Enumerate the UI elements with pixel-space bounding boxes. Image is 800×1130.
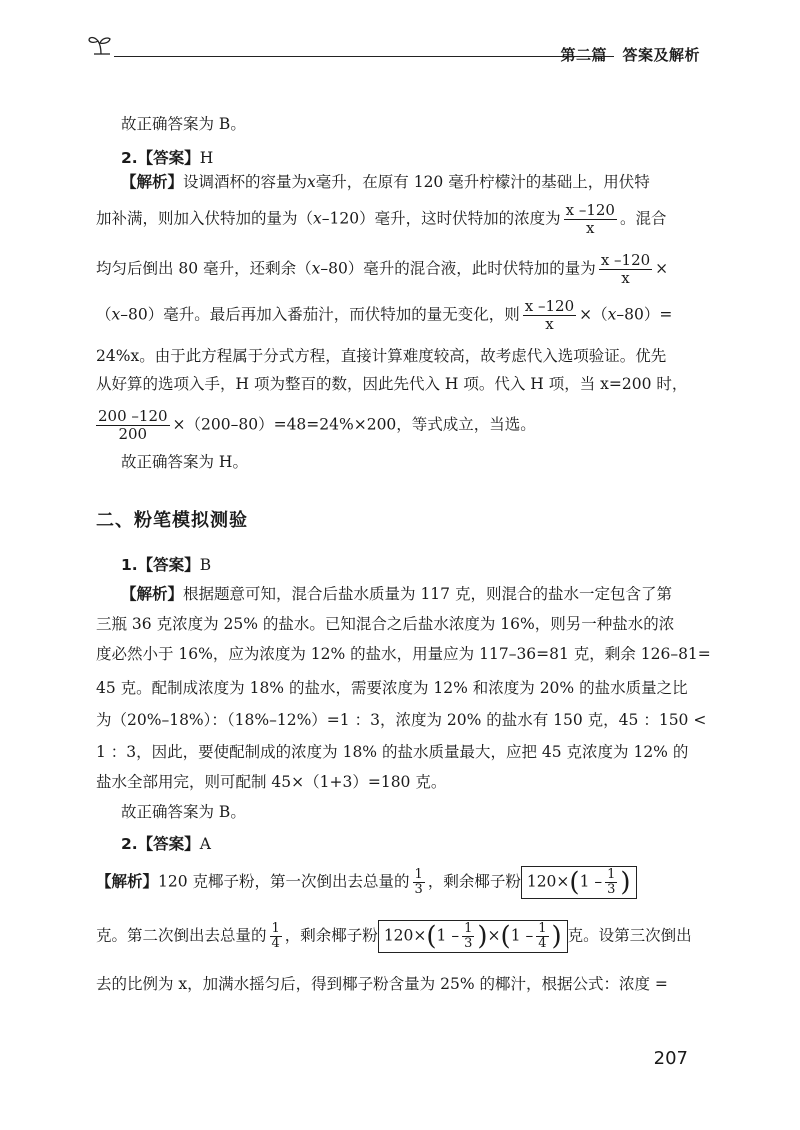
header-rule [114, 56, 614, 57]
sprout-icon [88, 34, 114, 56]
text-line: （x–80）毫升。最后再加入番茄汁，而伏特加的量无变化，则 $\frac{x -120}{x}$ ×（x–80）= [96, 297, 673, 333]
analysis-line: 【解析】根据题意可知，混合后盐水质量为 117 克，则混合的盐水一定包含了第 [121, 585, 672, 603]
fraction: $\frac{1}{3}$ [414, 867, 423, 897]
analysis-line: 【解析】设调酒杯的容量为x毫升，在原有 120 毫升柠檬汁的基础上，用伏特 [121, 173, 650, 191]
text-line: 克。第二次倒出去总量的 $\frac{1}{4}$ ，剩余椰子粉 120×(1 – $\frac{1}{3}$ )×(1 – $\frac{1}{4}$ ) 克。设第三次倒出 [96, 921, 692, 952]
page-header [88, 34, 700, 74]
header-title: 第二篇 答案及解析 [560, 46, 700, 64]
text-line: 去的比例为 x，加满水摇匀后，得到椰子粉含量为 25% 的椰汁，根据公式：浓度 = [96, 975, 668, 993]
answer-line [121, 555, 211, 575]
fraction: $\frac{200 -120}{200}$ [98, 407, 168, 443]
text-line: 三瓶 36 克浓度为 25% 的盐水。已知混合之后盐水浓度为 16%，则另一种盐水的浓 [96, 615, 675, 633]
analysis-line: 【解析】120 克椰子粉，第一次倒出去总量的 $\frac{1}{3}$ ，剩余椰子粉 120×(1 – $\frac{1}{3}$ ) [96, 866, 637, 899]
text-line: 45 克。配制成浓度为 18% 的盐水，需要浓度为 12% 和浓度为 20% 的盐水质量之比 [96, 679, 688, 697]
bracket-expression: 120×(1 – $\frac{1}{3}$ ) [521, 866, 637, 899]
answer-line [121, 834, 211, 854]
answer-value: B [199, 556, 212, 574]
text-line: 1 ：3，因此，要使配制成的浓度为 18% 的盐水质量最大，应把 45 克浓度为 12% 的 [96, 743, 689, 761]
analysis-label: 【解析】 [121, 173, 184, 191]
answer-label: 2.【答案】 [121, 149, 200, 167]
page-number: 207 [653, 1048, 688, 1069]
fraction: $\frac{1}{4}$ [271, 921, 280, 951]
text-line: 从好算的选项入手，H 项为整百的数，因此先代入 H 项。代入 H 项，当 x=200 时， [96, 375, 688, 393]
answer-label: 1.【答案】 [121, 556, 200, 574]
answer-label: 2.【答案】 [121, 835, 200, 853]
answer-value: A [199, 835, 211, 853]
bracket-expression: 120×(1 – $\frac{1}{3}$ )×(1 – $\frac{1}{4}$ ) [378, 920, 568, 953]
answer-value: H [199, 149, 214, 167]
text-line: 度必然小于 16%，应为浓度为 12% 的盐水，用量应为 117–36=81 克，剩余 126–81= [96, 645, 711, 663]
text-line: 故正确答案为 H。 [121, 453, 248, 471]
fraction: $\frac{x -120}{x}$ [524, 297, 575, 333]
text-line: 均匀后倒出 80 毫升，还剩余（x–80）毫升的混合液，此时伏特加的量为 $\frac{x -120}{x}$ × [96, 251, 669, 287]
text-line: 故正确答案为 B。 [121, 803, 246, 821]
text-line: $\frac{200 -120}{200}$ ×（200–80）=48=24%×200，等式成立，当选。 [98, 407, 536, 443]
fraction: $\frac{x -120}{x}$ [600, 251, 651, 287]
text-line: 24%x。由于此方程属于分式方程，直接计算难度较高，故考虑代入选项验证。优先 [96, 347, 667, 365]
text-line: 盐水全部用完，则可配制 45×（1+3）=180 克。 [96, 773, 447, 791]
answer-line [121, 148, 213, 168]
fraction: $\frac{1}{3}$ [607, 867, 616, 897]
text-line: 加补满，则加入伏特加的量为（x–120）毫升，这时伏特加的浓度为 $\frac{x -120}{x}$ 。混合 [96, 201, 667, 237]
fraction: $\frac{1}{4}$ [538, 921, 547, 951]
analysis-label: 【解析】 [121, 585, 184, 603]
text-line: 故正确答案为 B。 [121, 115, 246, 133]
analysis-label: 【解析】 [96, 872, 159, 891]
fraction: $\frac{1}{3}$ [464, 921, 473, 951]
fraction: $\frac{x -120}{x}$ [565, 201, 615, 237]
section-title: 二、粉笔模拟测验 [96, 510, 248, 531]
text-line: 为（20%–18%）：（18%–12%）=1 ：3，浓度为 20% 的盐水有 150 克，45 ：150 < [96, 711, 707, 729]
